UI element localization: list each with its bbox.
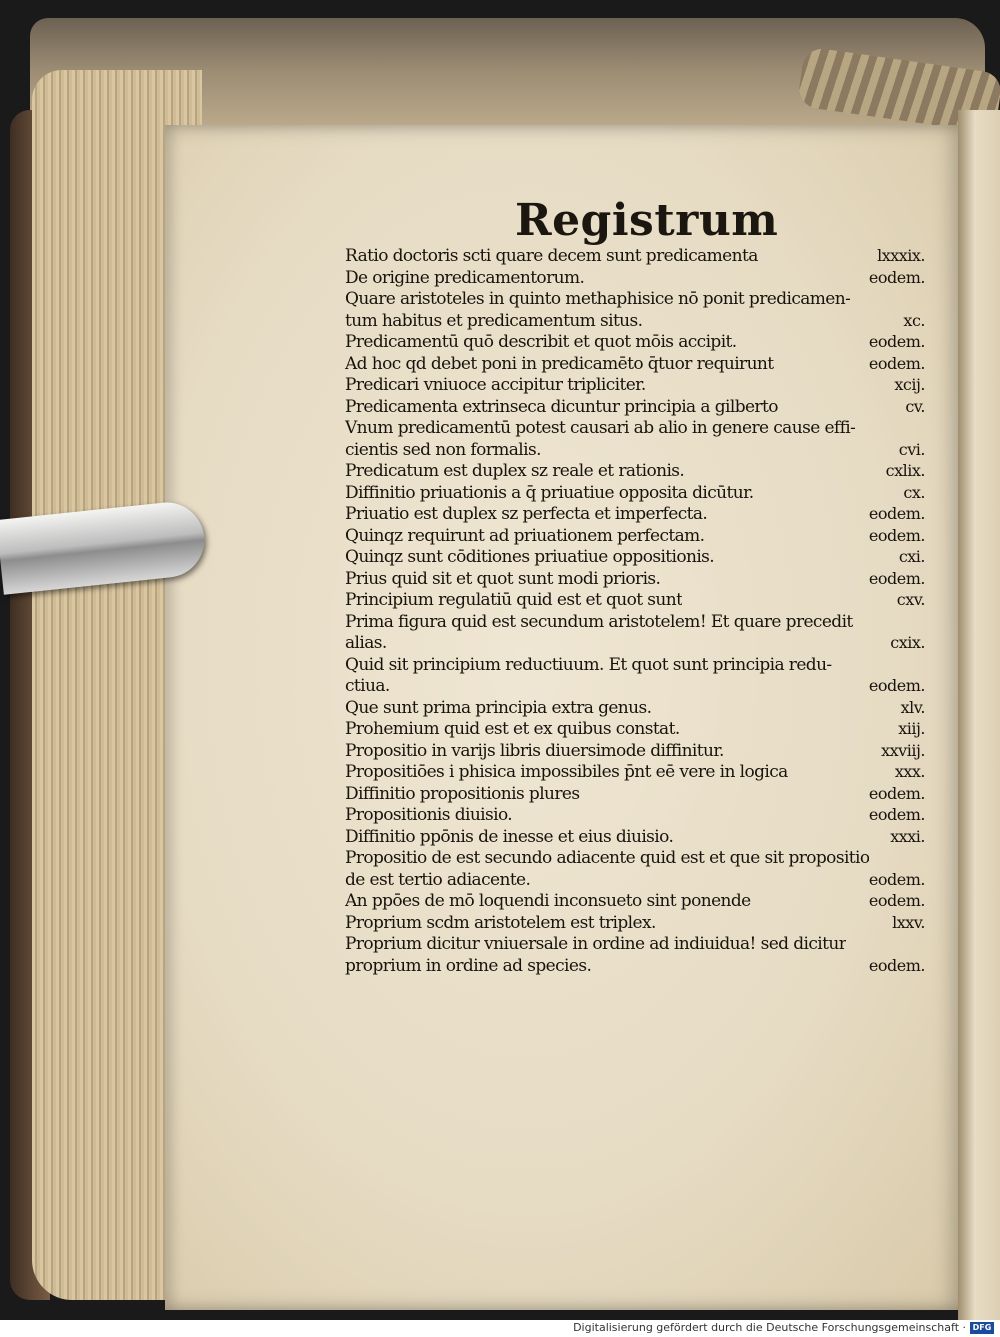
entry-folio-ref: eodem.	[868, 332, 925, 351]
entry-folio-ref: eodem.	[868, 568, 925, 588]
entry-folio-ref: eodem.	[868, 955, 925, 975]
footer-bar	[0, 1320, 1000, 1337]
register-entry	[345, 397, 925, 419]
entry-text: Ratio doctoris scti quare decem sunt predicamenta	[345, 246, 758, 266]
entry-folio-ref: xcij.	[894, 375, 925, 394]
register-entry	[345, 633, 925, 655]
entry-text: Prima figura quid est secundum aristotelem! Et quare precedit	[345, 611, 853, 632]
register-entry	[345, 698, 925, 720]
register-entry	[345, 848, 925, 870]
register-entry	[345, 461, 925, 483]
entry-folio-ref: cv.	[905, 396, 925, 416]
entry-text: Predicatum est duplex sz reale et rationis.	[345, 461, 685, 481]
register-entry	[345, 504, 925, 526]
entry-text: Prohemium quid est et ex quibus constat.	[345, 719, 680, 739]
register-entry	[345, 655, 925, 677]
page-heading: Registrum	[515, 195, 779, 246]
entry-text: Prius quid sit et quot sunt modi prioris.	[345, 568, 661, 589]
register-entry	[345, 870, 925, 892]
entry-folio-ref: cxv.	[896, 590, 925, 609]
funding-notice: Digitalisierung gefördert durch die Deutsche Forschungsgemeinschaft ·	[573, 1321, 966, 1334]
register-entry	[345, 719, 925, 741]
register-entry	[345, 612, 925, 634]
entry-folio-ref: cxlix.	[885, 461, 925, 480]
register-entry	[345, 676, 925, 698]
register-entry	[345, 354, 925, 376]
entry-folio-ref: xxx.	[894, 762, 925, 781]
entry-text: Priuatio est duplex sz perfecta et imperfecta.	[345, 504, 708, 524]
register-entry	[345, 418, 925, 440]
entry-folio-ref: eodem.	[868, 353, 925, 373]
entry-text: Proprium dicitur vniuersale in ordine ad indiuidua! sed dicitur	[345, 934, 847, 954]
entry-folio-ref: eodem.	[868, 783, 925, 803]
entry-text: ctiua.	[345, 676, 390, 696]
register-entry	[345, 590, 925, 612]
entry-text: Diffinitio ppōnis de inesse et eius diuisio.	[345, 826, 674, 847]
register-entry	[345, 440, 925, 462]
entry-folio-ref: xiij.	[898, 719, 925, 738]
entry-text: Proprium scdm aristotelem est triplex.	[345, 912, 656, 933]
entry-text: Diffinitio propositionis plures	[345, 783, 580, 804]
entry-text: Propositionis diuisio.	[345, 805, 513, 825]
dfg-logo: DFG	[970, 1322, 994, 1334]
register-entry	[345, 891, 925, 913]
register-entry	[345, 332, 925, 354]
register-entry	[345, 827, 925, 849]
entry-folio-ref: cxix.	[890, 633, 925, 652]
entry-text: Que sunt prima principia extra genus.	[345, 697, 652, 718]
register-entry	[345, 569, 925, 591]
register-entry	[345, 483, 925, 505]
entry-folio-ref: eodem.	[868, 504, 925, 523]
entry-text: Propositiōes i phisica impossibiles p̄nt eē vere in logica	[345, 762, 788, 782]
entry-folio-ref: cxi.	[898, 547, 925, 566]
register-entry	[345, 913, 925, 935]
register-entry	[345, 311, 925, 333]
register-entries	[345, 246, 925, 977]
register-entry	[345, 934, 925, 956]
entry-text: tum habitus et predicamentum situs.	[345, 310, 643, 331]
entry-folio-ref: lxxxix.	[877, 246, 925, 265]
entry-text: Propositio de est secundo adiacente quid est et que sit propositio	[345, 848, 870, 868]
entry-folio-ref: lxxv.	[892, 912, 925, 932]
register-entry	[345, 526, 925, 548]
entry-folio-ref: eodem.	[868, 891, 925, 910]
register-entry	[345, 956, 925, 978]
entry-text: Predicamenta extrinseca dicuntur principia a gilberto	[345, 396, 778, 417]
entry-folio-ref: cvi.	[898, 439, 925, 459]
entry-folio-ref: xc.	[903, 310, 925, 330]
register-entry	[345, 762, 925, 784]
entry-folio-ref: xxviij.	[881, 740, 925, 760]
entry-text: Diffinitio priuationis a q̄ priuatiue opposita dicūtur.	[345, 482, 754, 503]
entry-text: De origine predicamentorum.	[345, 267, 585, 288]
entry-text: An ppōes de mō loquendi inconsueto sint ponende	[345, 891, 751, 911]
register-entry	[345, 547, 925, 569]
entry-text: Principium regulatiū quid est et quot sunt	[345, 590, 683, 610]
entry-folio-ref: eodem.	[868, 805, 925, 824]
entry-folio-ref: eodem.	[868, 525, 925, 545]
entry-folio-ref: xlv.	[900, 697, 925, 717]
entry-folio-ref: xxxi.	[890, 826, 925, 846]
entry-folio-ref: eodem.	[868, 267, 925, 287]
entry-text: Quinqz sunt cōditiones priuatiue oppositionis.	[345, 547, 715, 567]
entry-text: Propositio in varijs libris diuersimode diffinitur.	[345, 740, 724, 761]
entry-folio-ref: eodem.	[868, 676, 925, 695]
register-entry	[345, 784, 925, 806]
entry-folio-ref: eodem.	[868, 869, 925, 889]
entry-text: alias.	[345, 633, 387, 653]
register-entry	[345, 289, 925, 311]
entry-text: Quare aristoteles in quinto methaphisice nō ponit predicamen-	[345, 289, 851, 309]
register-entry	[345, 805, 925, 827]
entry-text: Quinqz requirunt ad priuationem perfectam.	[345, 525, 705, 546]
register-entry	[345, 268, 925, 290]
entry-text: Predicamentū quō describit et quot mōis accipit.	[345, 332, 737, 352]
facing-page-edge	[958, 110, 1000, 1320]
entry-text: Ad hoc qd debet poni in predicamēto q̄tuor requirunt	[345, 353, 774, 374]
entry-folio-ref: cx.	[903, 482, 925, 502]
entry-text: Vnum predicamentū potest causari ab alio in genere cause effi-	[345, 418, 856, 438]
entry-text: Predicari vniuoce accipitur tripliciter.	[345, 375, 646, 395]
entry-text: Quid sit principium reductiuum. Et quot sunt principia redu-	[345, 654, 832, 675]
entry-text: cientis sed non formalis.	[345, 439, 541, 460]
register-entry	[345, 375, 925, 397]
entry-text: de est tertio adiacente.	[345, 869, 531, 890]
entry-text: proprium in ordine ad species.	[345, 955, 592, 976]
register-entry	[345, 246, 925, 268]
register-entry	[345, 741, 925, 763]
